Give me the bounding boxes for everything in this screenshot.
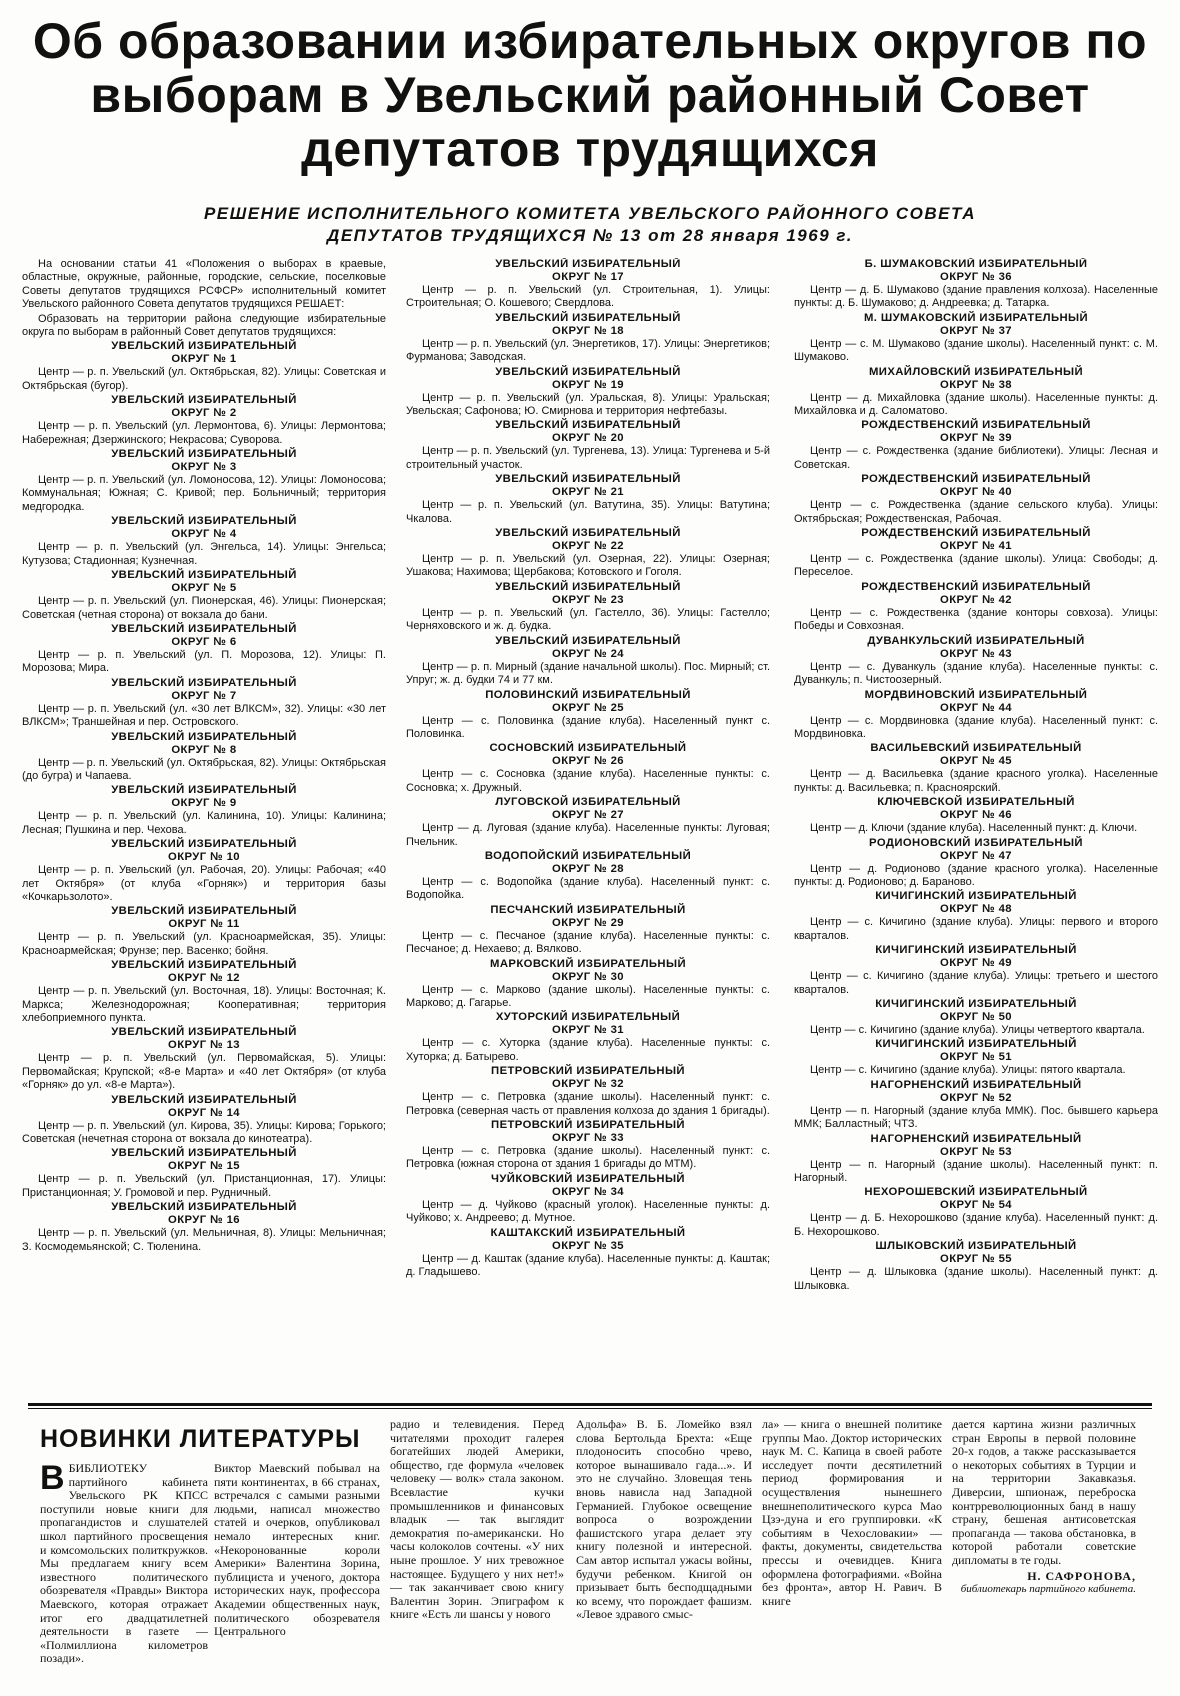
district-list (406, 258, 770, 1279)
district-description: Центр — с. Водопойка (здание клуба). Населенный пункт: с. Водопойка. (406, 875, 770, 902)
district-description: Центр — с. Половинка (здание клуба). Населенный пункт с. Половинка. (406, 714, 770, 740)
district-number: ОКРУГ № 17 (552, 271, 624, 283)
district-description: Центр — р. п. Увельский (ул. Тургенева, 13). Улица: Тургенева и 5-й строительный участок. (406, 445, 770, 471)
district-entry (22, 1026, 386, 1092)
district-number: ОКРУГ № 2 (171, 407, 237, 420)
district-description: Центр — д. Ключи (здание клуба). Населенный пункт: д. Ключи. (810, 822, 1138, 835)
district-entry (406, 689, 770, 742)
district-list (22, 340, 386, 1254)
district-description: Центр — с. Кичигино (здание клуба). Улицы: пятого квартала. (810, 1064, 1126, 1077)
district-name: КИЧИГИНСКИЙ ИЗБИРАТЕЛЬНЫЙ (875, 1038, 1077, 1051)
district-name: УВЕЛЬСКИЙ ИЗБИРАТЕЛЬНЫЙ (495, 527, 681, 540)
district-description: Центр — с. Песчаное (здание клуба). Населенные пункты: с. Песчаное; д. Нехаево; д. Вялково. (406, 929, 770, 956)
district-number: ОКРУГ № 14 (168, 1106, 240, 1119)
district-entry (794, 998, 1158, 1037)
district-number: ОКРУГ № 3 (171, 461, 237, 474)
district-entry (22, 1201, 386, 1254)
district-name: Б. ШУМАКОВСКИЙ ИЗБИРАТЕЛЬНЫЙ (864, 258, 1088, 270)
intro-paragraph: На основании статьи 41 «Положения о выборах в краевые, областные, окружные, районные, городские, сельские, поселковые Советы депутатов трудящихся РСФСР» исполнительный комитет Увельского районного Совета депутатов трудящихся РЕШАЕТ: (22, 258, 386, 311)
district-description: Центр — р. п. Увельский (ул. Энгельса, 14). Улицы: Энгельса; Кутузова; Стадионная; Кузнечная. (22, 541, 386, 567)
district-name: МАРКОВСКИЙ ИЗБИРАТЕЛЬНЫЙ (490, 957, 686, 970)
column-3 (794, 258, 1158, 1388)
district-name: ПЕСЧАНСКИЙ ИЗБИРАТЕЛЬНЫЙ (490, 903, 686, 916)
district-number: ОКРУГ № 20 (552, 432, 624, 445)
district-entry (794, 635, 1158, 688)
district-entry (406, 742, 770, 795)
column-1 (22, 258, 386, 1388)
district-number: ОКРУГ № 52 (940, 1091, 1012, 1104)
district-number: ОКРУГ № 30 (552, 970, 624, 983)
district-number: ОКРУГ № 34 (552, 1185, 624, 1198)
district-number: ОКРУГ № 48 (940, 903, 1012, 916)
district-entry (22, 784, 386, 837)
district-name: КИЧИГИНСКИЙ ИЗБИРАТЕЛЬНЫЙ (875, 890, 1077, 903)
district-number: ОКРУГ № 29 (552, 916, 624, 929)
district-description: Центр — р. п. Увельский (ул. П. Морозова, 12). Улицы: П. Морозова; Мира. (22, 648, 386, 675)
district-description: Центр — р. п. Увельский (ул. Октябрьская, 82). Улицы: Советская и Октябрьская (бугор). (22, 366, 386, 392)
district-description: Центр — с. М. Шумаково (здание школы). Населенный пункт: с. М. Шумаково. (794, 337, 1158, 364)
district-description: Центр — д. Б. Нехорошково (здание клуба). Населенный пункт: д. Б. Нехорошково. (794, 1212, 1158, 1238)
district-name: УВЕЛЬСКИЙ ИЗБИРАТЕЛЬНЫЙ (111, 676, 297, 689)
district-number: ОКРУГ № 15 (168, 1160, 240, 1173)
district-name: ПЕТРОВСКИЙ ИЗБИРАТЕЛЬНЫЙ (491, 1119, 685, 1131)
district-number: ОКРУГ № 7 (171, 689, 237, 702)
decision-subtitle: РЕШЕНИЕ ИСПОЛНИТЕЛЬНОГО КОМИТЕТА УВЕЛЬСКОГО РАЙОННОГО СОВЕТА ДЕПУТАТОВ ТРУДЯЩИХСЯ № 13 от 28 января 1969 г. (203, 204, 977, 245)
district-number: ОКРУГ № 49 (940, 957, 1012, 970)
district-entry (22, 515, 386, 568)
district-number: ОКРУГ № 8 (171, 743, 237, 756)
district-description: Центр — р. п. Увельский (ул. Калинина, 10). Улицы: Калинина; Лесная; Пушкина и пер. Чехова. (22, 810, 386, 836)
district-entry (794, 1186, 1158, 1239)
district-entry (22, 959, 386, 1025)
district-name: КИЧИГИНСКИЙ ИЗБИРАТЕЛЬНЫЙ (875, 944, 1077, 957)
district-name: ВОДОПОЙСКИЙ ИЗБИРАТЕЛЬНЫЙ (484, 849, 692, 862)
district-entry (406, 1173, 770, 1226)
district-number: ОКРУГ № 28 (552, 862, 624, 875)
district-name: М. ШУМАКОВСКИЙ ИЗБИРАТЕЛЬНЫЙ (863, 311, 1089, 324)
district-description: Центр — с. Рождественка (здание школы). Улица: Свободы; д. Переселое. (794, 553, 1158, 579)
district-number: ОКРУГ № 32 (552, 1078, 624, 1091)
district-description: Центр — р. п. Увельский (ул. Красноармейская, 35). Улицы: Красноармейская; Фрунзе; пер. Васенко; бойня. (22, 931, 386, 957)
literature-text: БИБЛИОТЕКУ партийного кабинета Увельского РК КПСС поступили новые книги для пропагандистов и слушателей школ партийного просвещения и комсомольских политкружков. Мы предлагаем книгу всем известного политического обозревателя «Правды» Виктора Маевского, которая отражает итог его двадцатилетней деятельности в газете — «Полмиллиона километров позади». (40, 1462, 208, 1666)
district-description: Центр — д. Каштак (здание клуба). Населенные пункты: д. Каштак; д. Гладышево. (406, 1252, 770, 1279)
district-number: ОКРУГ № 42 (940, 593, 1012, 606)
section-divider-thin (28, 1408, 1152, 1409)
district-entry (794, 581, 1158, 634)
district-number: ОКРУГ № 16 (168, 1214, 240, 1227)
literature-column-4 (576, 1418, 752, 1696)
district-description: Центр — р. п. Увельский (ул. «30 лет ВЛКСМ», 32). Улицы: «30 лет ВЛКСМ»; Траншейная и пер. Островского. (22, 702, 386, 729)
district-name: УВЕЛЬСКИЙ ИЗБИРАТЕЛЬНЫЙ (495, 580, 681, 593)
district-entry (22, 569, 386, 622)
district-entry (794, 1133, 1158, 1186)
author-signature: Н. САФРОНОВА, (1027, 1568, 1136, 1583)
district-description: Центр — д. Шлыковка (здание школы). Населенный пункт: д. Шлыковка. (794, 1266, 1158, 1292)
district-number: ОКРУГ № 41 (940, 540, 1012, 553)
district-number: ОКРУГ № 38 (940, 378, 1012, 391)
district-entry (794, 1038, 1158, 1077)
district-name: ЛУГОВСКОЙ ИЗБИРАТЕЛЬНЫЙ (495, 796, 681, 809)
district-number: ОКРУГ № 10 (168, 851, 240, 864)
district-description: Центр — р. п. Увельский (ул. Рабочая, 20). Улицы: Рабочая; «40 лет Октября» (от клуба «Горняк») и территория базы «Кочкарьзолото». (22, 864, 386, 903)
district-entry (794, 890, 1158, 943)
district-entry (22, 448, 386, 514)
district-description: Центр — р. п. Увельский (ул. Лермонтова, 6). Улицы: Лермонтова; Набережная; Дзержинского; Некрасова; Суворова. (22, 420, 386, 446)
districts-columns (22, 258, 1158, 1388)
district-name: УВЕЛЬСКИЙ ИЗБИРАТЕЛЬНЫЙ (111, 838, 297, 851)
district-entry (794, 944, 1158, 997)
district-entry (406, 312, 770, 365)
district-description: Центр — д. Луговая (здание клуба). Населенные пункты: Луговая; Пчельник. (406, 822, 770, 848)
drop-cap: В (40, 1462, 65, 1497)
literature-column-2 (214, 1462, 380, 1696)
district-number: ОКРУГ № 23 (552, 593, 624, 606)
district-name: ШЛЫКОВСКИЙ ИЗБИРАТЕЛЬНЫЙ (875, 1240, 1077, 1253)
district-description: Центр — с. Петровка (здание школы). Населенный пункт: с. Петровка (южная сторона от здания 1 бригады до МТМ). (406, 1145, 770, 1171)
district-description: Центр — с. Хуторка (здание клуба). Населенные пункты: с. Хуторка; д. Батырево. (406, 1037, 770, 1063)
district-entry (22, 731, 386, 784)
district-description: Центр — с. Рождественка (здание конторы совхоза). Улицы: Победы и Совхозная. (794, 606, 1158, 633)
district-number: ОКРУГ № 39 (940, 432, 1012, 445)
district-number: ОКРУГ № 50 (940, 1010, 1012, 1023)
district-name: УВЕЛЬСКИЙ ИЗБИРАТЕЛЬНЫЙ (111, 448, 297, 461)
district-number: ОКРУГ № 33 (552, 1132, 624, 1144)
district-number: ОКРУГ № 54 (940, 1199, 1012, 1212)
literature-text: дается картина жизни различных стран Европы в первой половине 20-х годов, а также рассказывается о некоторых событиях в Турции и на территории Закавказья. Диверсии, шпионаж, переброска контрреволюционных банд в нашу страну, бешеная антисоветская пропаганда — такова обстановка, в которой работали советские дипломаты в те годы. (952, 1418, 1136, 1567)
district-description: Центр — с. Рождественка (здание сельского клуба). Улицы: Октябрьская; Рождественская, Рабочая. (794, 499, 1158, 525)
district-name: УВЕЛЬСКИЙ ИЗБИРАТЕЛЬНЫЙ (495, 473, 681, 486)
district-description: Центр — с. Кичигино (здание клуба). Улицы четвертого квартала. (810, 1023, 1145, 1036)
district-name: ЧУЙКОВСКИЙ ИЗБИРАТЕЛЬНЫЙ (491, 1172, 685, 1185)
district-name: ВАСИЛЬЕВСКИЙ ИЗБИРАТЕЛЬНЫЙ (870, 742, 1082, 755)
district-description: Центр — с. Петровка (здание школы). Населенный пункт: с. Петровка (северная часть от правления колхоза до здания 1 бригады). (406, 1091, 770, 1117)
district-description: Центр — р. п. Увельский (ул. Пристанционная, 17). Улицы: Пристанционная; У. Громовой и пер. Рудничный. (22, 1173, 386, 1199)
literature-text: Виктор Маевский побывал на пяти континентах, в 66 странах, встречался с самыми разными людьми, написал множество статей и очерков, опубликовал немало интересных книг. «Некоронованные короли Америки» Валентина Зорина, публициста и ученого, доктора исторических наук, профессора Академии общественных наук, политического обозревателя Центрального (214, 1462, 380, 1639)
district-entry (794, 527, 1158, 580)
district-name: РОЖДЕСТВЕНСКИЙ ИЗБИРАТЕЛЬНЫЙ (861, 527, 1091, 540)
district-name: РОЖДЕСТВЕНСКИЙ ИЗБИРАТЕЛЬНЫЙ (861, 419, 1091, 432)
district-number: ОКРУГ № 22 (552, 540, 624, 553)
district-entry (794, 312, 1158, 365)
district-description: Центр — р. п. Увельский (ул. Уральская, 8). Улицы: Уральская; Увельская; Сафонова; Ю. Смирнова и территория нефтебазы. (406, 391, 770, 418)
district-entry (22, 838, 386, 904)
district-description: Центр — р. п. Увельский (ул. Мельничная, 8). Улицы: Мельничная; З. Космодемьянской; С. Тюленина. (22, 1227, 386, 1253)
district-name: СОСНОВСКИЙ ИЗБИРАТЕЛЬНЫЙ (489, 742, 687, 755)
district-description: Центр — р. п. Увельский (ул. Пионерская, 46). Улицы: Пионерская; Советская (четная сторона) от вокзала до бани. (22, 595, 386, 621)
district-entry (22, 1094, 386, 1147)
author-role: библиотекарь партийного кабинета. (960, 1583, 1136, 1596)
district-description: Центр — с. Рождественка (здание библиотеки). Улицы: Лесная и Советская. (794, 445, 1158, 471)
district-entry (22, 1147, 386, 1200)
district-number: ОКРУГ № 27 (552, 809, 624, 822)
district-name: РОЖДЕСТВЕНСКИЙ ИЗБИРАТЕЛЬНЫЙ (861, 580, 1091, 593)
district-name: УВЕЛЬСКИЙ ИЗБИРАТЕЛЬНЫЙ (111, 1093, 297, 1106)
district-entry (406, 366, 770, 419)
district-name: ДУВАНКУЛЬСКИЙ ИЗБИРАТЕЛЬНЫЙ (867, 634, 1085, 647)
district-name: МОРДВИНОВСКИЙ ИЗБИРАТЕЛЬНЫЙ (864, 688, 1088, 701)
district-entry (22, 340, 386, 393)
district-entry (22, 394, 386, 447)
district-name: УВЕЛЬСКИЙ ИЗБИРАТЕЛЬНЫЙ (111, 569, 297, 582)
district-description: Центр — с. Мордвиновка (здание клуба). Населенный пункт: с. Мордвиновка. (794, 714, 1158, 740)
district-name: УВЕЛЬСКИЙ ИЗБИРАТЕЛЬНЫЙ (495, 311, 681, 324)
district-entry (794, 837, 1158, 890)
district-entry (406, 419, 770, 472)
district-name: РОДИОНОВСКИЙ ИЗБИРАТЕЛЬНЫЙ (869, 836, 1083, 849)
district-number: ОКРУГ № 18 (552, 324, 624, 337)
district-description: Центр — р. п. Увельский (ул. Озерная, 22). Улицы: Озерная; Ушакова; Нахимова; Щербакова; Котовского и Гоголя. (406, 553, 770, 579)
district-number: ОКРУГ № 40 (940, 486, 1012, 499)
district-name: УВЕЛЬСКИЙ ИЗБИРАТЕЛЬНЫЙ (111, 1147, 297, 1160)
intro-paragraph: Образовать на территории района следующие избирательные округа по выборам в районный Совет депутатов трудящихся: (22, 312, 386, 339)
district-number: ОКРУГ № 21 (552, 486, 624, 499)
literature-text: ла» — книга о внешней политике группы Мао. Доктор исторических наук М. С. Капица в своей работе исследует почти десятилетний период формирования и осуществления нынешнего внешнеполитического курса Мао Цзэ-дуна и его группировки. «К событиям в Чехословакии» — факты, документы, свидетельства прессы и очевидцев. Книга оформлена фотографиями. «Война без фронта», автор Н. Равич. В книге (762, 1418, 942, 1608)
district-entry (794, 366, 1158, 419)
district-list (794, 258, 1158, 1293)
district-description: Центр — д. Михайловка (здание школы). Населенные пункты: д. Михайловка и д. Саломатово. (794, 391, 1158, 418)
district-name: ПОЛОВИНСКИЙ ИЗБИРАТЕЛЬНЫЙ (485, 688, 691, 701)
district-name: УВЕЛЬСКИЙ ИЗБИРАТЕЛЬНЫЙ (111, 730, 297, 743)
district-description: Центр — р. п. Увельский (ул. Ломоносова, 12). Улицы: Ломоносова; Коммунальная; Южная; С. Кривой; пер. Больничный; территория медгородка. (22, 474, 386, 513)
district-name: МИХАЙЛОВСКИЙ ИЗБИРАТЕЛЬНЫЙ (868, 365, 1083, 378)
district-description: Центр — д. Б. Шумаково (здание правления колхоза). Населенные пункты: д. Б. Шумаково; д. Андреевка; д. Татарка. (794, 284, 1158, 310)
district-entry (406, 1119, 770, 1172)
district-name: УВЕЛЬСКИЙ ИЗБИРАТЕЛЬНЫЙ (495, 419, 681, 432)
district-number: ОКРУГ № 11 (168, 918, 240, 931)
district-entry (794, 1079, 1158, 1132)
literature-text: радио и телевидения. Перед читателями проходит галерея богатейших людей Америки, общество, где формула «человек человеку — волк» стала законом. Всевластие кучки промышленников и финансовых владык — так выглядит демократия по-американски. Но часы колоколов сочтены. «У них ныне прошлое. У них тревожное настоящее. Будущего у них нет!» — так заканчивает свою книгу Валентин Зорин. Эпиграфом к книге «Есть ли шансы у нового (390, 1418, 564, 1622)
literature-column-3 (390, 1418, 564, 1696)
district-description: Центр — р. п. Увельский (ул. Энергетиков, 17). Улицы: Энергетиков; Фурманова; Заводская. (406, 337, 770, 364)
district-number: ОКРУГ № 45 (940, 755, 1012, 768)
district-entry (794, 796, 1158, 835)
district-entry (406, 635, 770, 688)
district-entry (794, 1240, 1158, 1293)
district-entry (22, 677, 386, 730)
district-entry (794, 419, 1158, 472)
district-name: УВЕЛЬСКИЙ ИЗБИРАТЕЛЬНЫЙ (111, 784, 297, 797)
district-number: ОКРУГ № 12 (168, 972, 240, 985)
district-description: Центр — р. п. Увельский (ул. Октябрьская, 82). Улицы: Октябрьская (до бугра) и Чапаева. (22, 756, 386, 782)
district-number: ОКРУГ № 26 (552, 755, 624, 768)
district-number: ОКРУГ № 13 (168, 1039, 240, 1052)
district-description: Центр — п. Нагорный (здание клуба ММК). Пос. бывшего карьера ММК; Балластный; ЧТЗ. (794, 1104, 1158, 1131)
district-name: РОЖДЕСТВЕНСКИЙ ИЗБИРАТЕЛЬНЫЙ (861, 473, 1091, 486)
district-number: ОКРУГ № 37 (940, 324, 1012, 337)
district-name: УВЕЛЬСКИЙ ИЗБИРАТЕЛЬНЫЙ (111, 622, 297, 635)
district-entry (406, 958, 770, 1011)
district-entry (406, 581, 770, 634)
district-number: ОКРУГ № 4 (171, 528, 237, 541)
literature-column-5 (762, 1418, 942, 1696)
district-description: Центр — р. п. Увельский (ул. Первомайская, 5). Улицы: Первомайская; Крупской; «8-е Марта» и «40 лет Октября» (от клуба «Горняк» до ул. «8-е Марта»). (22, 1052, 386, 1092)
district-name: УВЕЛЬСКИЙ ИЗБИРАТЕЛЬНЫЙ (111, 1026, 297, 1039)
district-number: ОКРУГ № 31 (552, 1024, 624, 1037)
district-number: ОКРУГ № 6 (171, 635, 237, 648)
district-description: Центр — р. п. Увельский (ул. Ватутина, 35). Улицы: Ватутина; Чкалова. (406, 499, 770, 525)
district-number: ОКРУГ № 43 (940, 647, 1012, 660)
district-entry (406, 1011, 770, 1064)
district-name: ПЕТРОВСКИЙ ИЗБИРАТЕЛЬНЫЙ (491, 1065, 685, 1078)
district-name: КЛЮЧЕВСКОЙ ИЗБИРАТЕЛЬНЫЙ (877, 796, 1075, 809)
district-number: ОКРУГ № 44 (940, 701, 1012, 714)
district-number: ОКРУГ № 9 (171, 797, 237, 810)
district-description: Центр — р. п. Увельский (ул. Восточная, 18). Улицы: Восточная; К. Маркса; Железнодорожная; Кооперативная; территория хлебоприемного пункта. (22, 985, 386, 1024)
district-entry (794, 689, 1158, 742)
section-divider (28, 1403, 1152, 1406)
district-name: УВЕЛЬСКИЙ ИЗБИРАТЕЛЬНЫЙ (111, 515, 297, 528)
district-name: УВЕЛЬСКИЙ ИЗБИРАТЕЛЬНЫЙ (111, 905, 297, 918)
district-name: КАШТАКСКИЙ ИЗБИРАТЕЛЬНЫЙ (490, 1226, 686, 1239)
literature-text: Адольфа» В. Б. Ломейко взял слова Бертольда Брехта: «Еще плодоносить способно чрево, которое вынашивало гада...». И это не случайно. Зловещая тень вновь нависла над Западной Германией. Глубокое освещение вопроса о возрождении фашистского угара делает эту книгу полезной и интересной. Сам автор испытал ужасы войны, будучи ребенком. Книгой он призывает быть бесподщадными ко всему, что порождает фашизм. «Левое здравого смыс- (576, 1418, 752, 1622)
district-name: УВЕЛЬСКИЙ ИЗБИРАТЕЛЬНЫЙ (111, 394, 297, 407)
district-description: Центр — р. п. Мирный (здание начальной школы). Пос. Мирный; ст. Упруг; ж. д. будки 74 и 77 км. (406, 660, 770, 687)
district-name: УВЕЛЬСКИЙ ИЗБИРАТЕЛЬНЫЙ (111, 340, 297, 353)
district-entry (406, 1065, 770, 1118)
district-entry (794, 742, 1158, 795)
district-number: ОКРУГ № 5 (171, 582, 237, 595)
district-description: Центр — р. п. Увельский (ул. Кирова, 35). Улицы: Кирова; Горького; Советская (нечетная сторона от вокзала до кинотеатра). (22, 1119, 386, 1146)
district-description: Центр — с. Кичигино (здание клуба). Улицы: третьего и шестого кварталов. (794, 970, 1158, 996)
district-number: ОКРУГ № 51 (940, 1051, 1012, 1064)
district-name: НАГОРНЕНСКИЙ ИЗБИРАТЕЛЬНЫЙ (870, 1132, 1082, 1145)
district-description: Центр — р. п. Увельский (ул. Гастелло, 36). Улицы: Гастелло; Черняховского и ж. д. будка. (406, 606, 770, 633)
district-entry (794, 473, 1158, 526)
district-entry (406, 850, 770, 903)
district-number: ОКРУГ № 36 (940, 271, 1012, 283)
district-entry (406, 473, 770, 526)
district-entry (406, 1227, 770, 1280)
district-description: Центр — с. Кичигино (здание клуба). Улицы: первого и второго кварталов. (794, 916, 1158, 942)
headline: Об образовании избирательных округов по выборам в Увельский районный Совет депутатов трудящихся (32, 13, 1148, 177)
district-number: ОКРУГ № 1 (171, 353, 237, 366)
district-entry (406, 904, 770, 957)
district-name: ХУТОРСКИЙ ИЗБИРАТЕЛЬНЫЙ (495, 1011, 681, 1024)
district-description: Центр — п. Нагорный (здание школы). Населенный пункт: п. Нагорный. (794, 1158, 1158, 1184)
district-name: УВЕЛЬСКИЙ ИЗБИРАТЕЛЬНЫЙ (495, 634, 681, 647)
district-number: ОКРУГ № 55 (940, 1253, 1012, 1266)
district-number: ОКРУГ № 25 (552, 701, 624, 714)
district-number: ОКРУГ № 47 (940, 849, 1012, 862)
district-name: УВЕЛЬСКИЙ ИЗБИРАТЕЛЬНЫЙ (111, 959, 297, 972)
district-name: УВЕЛЬСКИЙ ИЗБИРАТЕЛЬНЫЙ (495, 365, 681, 378)
district-name: УВЕЛЬСКИЙ ИЗБИРАТЕЛЬНЫЙ (111, 1201, 297, 1214)
district-description: Центр — с. Сосновка (здание клуба). Населенные пункты: с. Сосновка; х. Дружный. (406, 768, 770, 794)
literature-column-1 (40, 1462, 208, 1696)
district-number: ОКРУГ № 19 (552, 378, 624, 391)
district-entry (406, 258, 770, 311)
district-description: Центр — с. Дуванкуль (здание клуба). Населенные пункты: с. Дуванкуль; п. Чистоозерный. (794, 660, 1158, 687)
literature-title: НОВИНКИ ЛИТЕРАТУРЫ (40, 1425, 361, 1453)
column-2 (406, 258, 770, 1388)
district-entry (406, 527, 770, 580)
district-entry (22, 905, 386, 958)
district-description: Центр — с. Марково (здание школы). Населенные пункты: с. Марково; д. Гагарье. (406, 983, 770, 1009)
district-name: УВЕЛЬСКИЙ ИЗБИРАТЕЛЬНЫЙ (495, 258, 681, 270)
district-description: Центр — д. Родионово (здание красного уголка). Населенные пункты: д. Родионово; д. Бараново. (794, 862, 1158, 888)
literature-column-6 (952, 1418, 1136, 1696)
district-name: НЕХОРОШЕВСКИЙ ИЗБИРАТЕЛЬНЫЙ (864, 1186, 1088, 1199)
district-name: КИЧИГИНСКИЙ ИЗБИРАТЕЛЬНЫЙ (875, 997, 1077, 1010)
district-entry (22, 623, 386, 676)
district-description: Центр — д. Васильевка (здание красного уголка). Населенные пункты: д. Васильевка; п. Красноярский. (794, 768, 1158, 794)
district-number: ОКРУГ № 53 (940, 1145, 1012, 1158)
district-number: ОКРУГ № 24 (552, 647, 624, 660)
district-number: ОКРУГ № 46 (940, 809, 1012, 822)
district-description: Центр — д. Чуйково (красный уголок). Населенные пункты: д. Чуйково; х. Андреево; д. Мутное. (406, 1198, 770, 1225)
district-number: ОКРУГ № 35 (552, 1239, 624, 1252)
district-entry (406, 796, 770, 849)
district-description: Центр — р. п. Увельский (ул. Строительная, 1). Улицы: Строительная; О. Кошевого; Свердлова. (406, 284, 770, 310)
district-entry (794, 258, 1158, 311)
district-name: НАГОРНЕНСКИЙ ИЗБИРАТЕЛЬНЫЙ (870, 1078, 1082, 1091)
